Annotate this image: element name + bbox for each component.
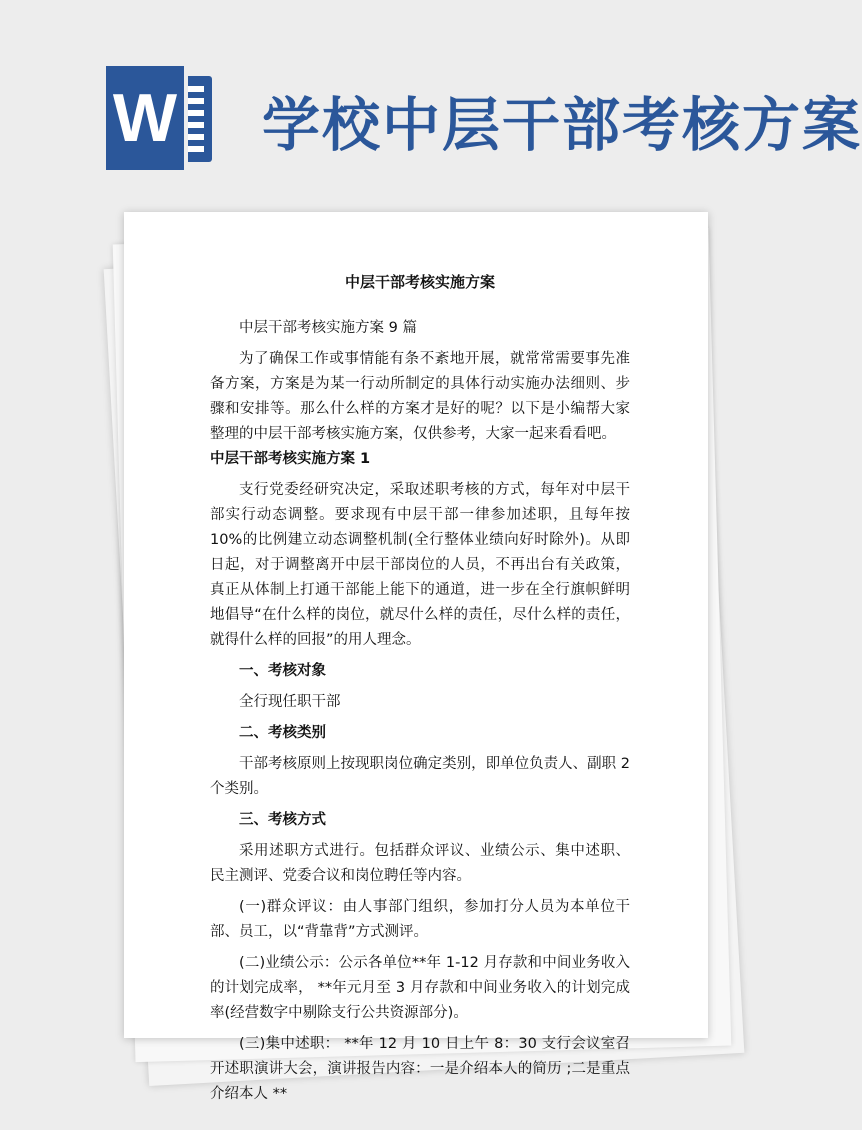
doc-subtitle: 中层干部考核实施方案 9 篇 [239, 320, 417, 336]
word-icon-letter: W [106, 66, 188, 170]
doc-paragraph: 采用述职方式进行。包括群众评议、业绩公示、集中述职、民主测评、党委合议和岗位聘任等内容。 [210, 843, 630, 884]
doc-paragraph: (一)群众评议：由人事部门组织，参加打分人员为本单位干部、员工，以“背靠背”方式测评。 [210, 899, 630, 940]
doc-paragraph: (三)集中述职： **年 12 月 10 日上午 8：30 支行会议室召开述职演讲大会，演讲报告内容：一是介绍本人的简历 ;二是重点介绍本人 ** [210, 1036, 630, 1102]
doc-heading: 三、考核方式 [239, 812, 326, 828]
word-document-icon [106, 66, 214, 170]
doc-section-heading: 中层干部考核实施方案 1 [210, 451, 371, 467]
document-content [210, 270, 630, 1107]
document-page [124, 212, 708, 1102]
banner [0, 0, 862, 200]
doc-paragraph: 全行现任职干部 [239, 694, 341, 710]
doc-paragraph: (二)业绩公示：公示各单位**年 1-12 月存款和中间业务收入的计划完成率， **年元月至 3 月存款和中间业务收入的计划完成率(经营数字中剔除支行公共资源部分)。 [210, 955, 630, 1021]
document-title: 中层干部考核实施方案 [344, 273, 495, 291]
doc-paragraph: 干部考核原则上按现职岗位确定类别，即单位负责人、副职 2 个类别。 [210, 756, 630, 797]
banner-title: 学校中层干部考核方案 [262, 91, 862, 159]
doc-paragraph: 为了确保工作或事情能有条不紊地开展，就常常需要事先准备方案，方案是为某一行动所制定的具体行动实施办法细则、步骤和安排等。那么什么样的方案才是好的呢？以下是小编帮大家整理的中层干部考核实施方案，仅供参考，大家一起来看看吧。 [210, 351, 630, 442]
doc-heading: 二、考核类别 [239, 725, 326, 741]
doc-heading: 一、考核对象 [239, 663, 326, 679]
doc-paragraph: 支行党委经研究决定，采取述职考核的方式，每年对中层干部实行动态调整。要求现有中层干部一律参加述职，且每年按 10%的比例建立动态调整机制(全行整体业绩向好时除外)。从即日起，对于调整离开中层干部岗位的人员，不再出台有关政策，真正从体制上打通干部能上能下的通道，进一步在全行旗帜鲜明地倡导“在什么样的岗位，就尽什么样的责任，尽什么样的责任，就得什么样的回报”的用人理念。 [210, 482, 630, 648]
